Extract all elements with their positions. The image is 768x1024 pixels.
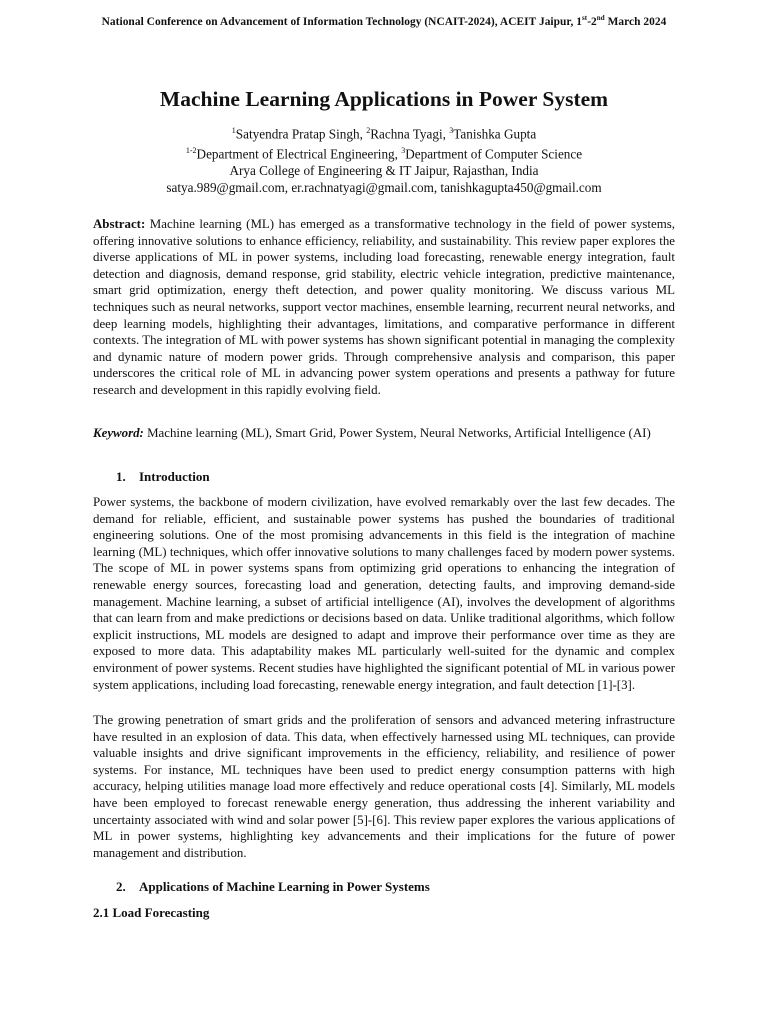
keyword-text: Machine learning (ML), Smart Grid, Power System, Neural Networks, Artificial Intelligence (AI) [143, 426, 651, 440]
section-title: Applications of Machine Learning in Power Systems [139, 879, 430, 894]
introduction-paragraph-1: Power systems, the backbone of modern civilization, have evolved remarkably over the last few decades. The demand for reliable, efficient, and sustainable power systems has pushed the boundaries of traditional engineering solutions. One of the most promising advancements in this field is the integration of machine learning (ML) techniques, which offer innovative solutions to many challenges faced by modern power systems. The scope of ML in power systems spans from optimizing grid operations to enhancing the integration of renewable energy sources, forecasting load and generation, detecting faults, and improving demand-side management. Machine learning, a subset of artificial intelligence (AI), involves the development of algorithms that can learn from and make predictions or decisions based on data. Unlike traditional algorithms, which follow explicit instructions, ML models are designed to adapt and improve their performance over time as they are exposed to more data. This adaptability makes ML particularly well-suited for the dynamic and complex environment of power systems. Recent studies have highlighted the significant potential of ML in various power system applications, including load forecasting, renewable energy integration, and fault detection [1]-[3]. [93, 495, 675, 692]
section-title: Introduction [139, 469, 210, 484]
author-emails: satya.989@gmail.com, er.rachnatyagi@gmail.com, tanishkagupta450@gmail.com [166, 180, 602, 196]
abstract-paragraph [93, 216, 675, 399]
author-sup: 2 [366, 126, 371, 135]
department-sup: 1-2 [185, 146, 197, 156]
conference-name: National Conference on Advancement of Information Technology (NCAIT-2024), ACEIT Jaipur, 1 [101, 15, 583, 28]
author-sup: 1 [231, 126, 236, 135]
department-name: Department of Computer Science [405, 146, 583, 162]
department-name: Department of Electrical Engineering, [196, 146, 402, 162]
date-range: -2 [587, 15, 597, 28]
section-number: 1. [116, 469, 126, 484]
keyword-paragraph [93, 425, 675, 442]
date-superscript-1: st [582, 14, 588, 22]
subsection-heading-load-forecasting: 2.1 Load Forecasting [93, 905, 210, 920]
department-line [0, 143, 768, 163]
author-sup: 3 [449, 126, 454, 135]
author-name: Rachna Tyagi, [370, 126, 450, 142]
section-number: 2. [116, 879, 126, 894]
author-name: Tanishka Gupta [453, 126, 537, 142]
date-superscript-2: nd [596, 14, 605, 22]
section-heading-introduction [116, 469, 210, 485]
section-heading-applications [116, 879, 430, 895]
author-name: Satyendra Pratap Singh, [235, 126, 367, 142]
author-block [0, 123, 768, 197]
paper-title: Machine Learning Applications in Power System [159, 87, 609, 111]
abstract-label: Abstract: [93, 217, 146, 231]
abstract-text: Machine learning (ML) has emerged as a transformative technology in the field of power systems, offering innovative solutions to enhance efficiency, reliability, and sustainability. This review paper explores the diverse applications of ML in power systems, including load forecasting, renewable energy integration, fault detection and diagnosis, demand response, grid stability, electric vehicle integration, predictive maintenance, smart grid optimization, energy theft detection, and power quality monitoring. We discuss various ML techniques such as neural networks, support vector machines, ensemble learning, recurrent neural networks, and deep learning models, highlighting their advantages, limitations, and comparative performance in different contexts. The integration of ML with power systems has shown significant potential in managing the complexity and dynamic nature of modern power grids. Through comprehensive analysis and comparison, this paper underscores the critical role of ML in advancing power system operations and presents a pathway for future research and development in this rapidly evolving field. [93, 217, 675, 397]
introduction-paragraph-2: The growing penetration of smart grids and the proliferation of sensors and advanced metering infrastructure have resulted in an explosion of data. This data, when effectively harnessed using ML techniques, can provide valuable insights and drive significant improvements in the efficiency, reliability, and resilience of power systems. For instance, ML techniques have been used to predict energy consumption patterns with high accuracy, helping utilities manage load more effectively and reduce operational costs [4]. Similarly, ML models have been employed to forecast renewable energy generation, thus addressing the inherent variability and uncertainty associated with wind and solar power [5]-[6]. This review paper explores the various applications of ML in power systems, highlighting key advancements and their implications for the future of power management and distribution. [93, 713, 675, 860]
author-list [0, 123, 768, 143]
conference-header [0, 14, 768, 28]
department-sup: 3 [401, 146, 406, 156]
keyword-label: Keyword: [93, 426, 144, 440]
institution: Arya College of Engineering & IT Jaipur, Rajasthan, India [229, 163, 539, 179]
conference-month: March 2024 [604, 15, 667, 28]
